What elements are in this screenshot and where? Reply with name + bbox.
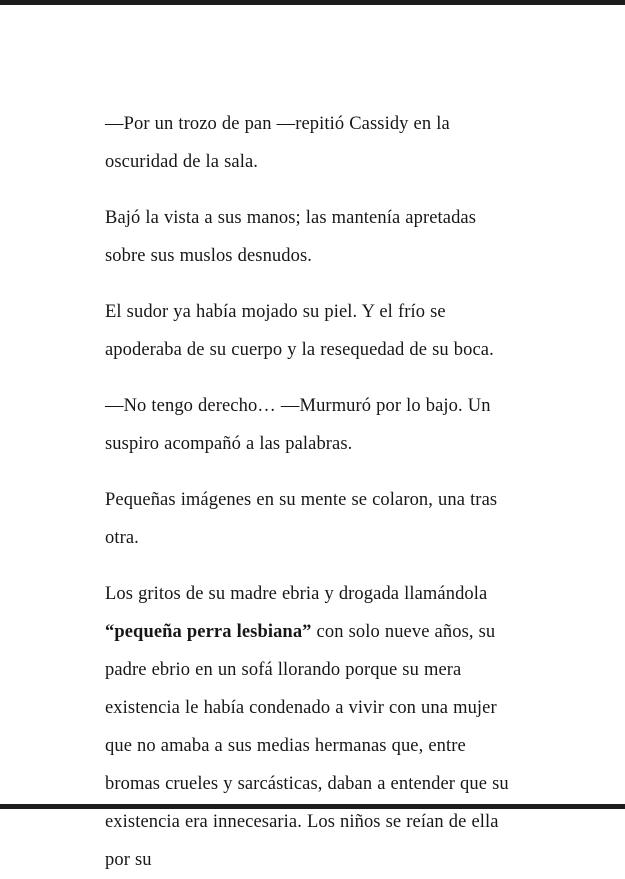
paragraph-6-tail-text: con solo nueve años, su padre ebrio en un sofá llorando porque su mera existencia le había condenado a vivir con una mujer que no amaba a sus medias hermanas que, entre bromas crueles y sarcásticas, daban a entender que su existencia era innecesaria. Los niños se reían de ella por su xyxy=(105,622,509,870)
body-text-column xyxy=(105,105,515,879)
document-page xyxy=(0,5,625,870)
paragraph-6 xyxy=(105,575,515,879)
paragraph-4: —No tengo derecho… —Murmuró por lo bajo. Un suspiro acompañó a las palabras. xyxy=(105,396,491,454)
page-bottom-edge-bar xyxy=(0,804,625,809)
paragraph-3: El sudor ya había mojado su piel. Y el frío se apoderaba de su cuerpo y la resequedad de su boca. xyxy=(105,302,494,360)
paragraph-1: —Por un trozo de pan —repitió Cassidy en la oscuridad de la sala. xyxy=(105,114,450,172)
paragraph-6-lead-text: Los gritos de su madre ebria y drogada llamándola xyxy=(105,584,488,604)
paragraph-6-bold-quote: “pequeña perra lesbiana” xyxy=(105,622,312,642)
paragraph-2: Bajó la vista a sus manos; las mantenía apretadas sobre sus muslos desnudos. xyxy=(105,208,477,266)
paragraph-5: Pequeñas imágenes en su mente se colaron, una tras otra. xyxy=(105,490,498,548)
